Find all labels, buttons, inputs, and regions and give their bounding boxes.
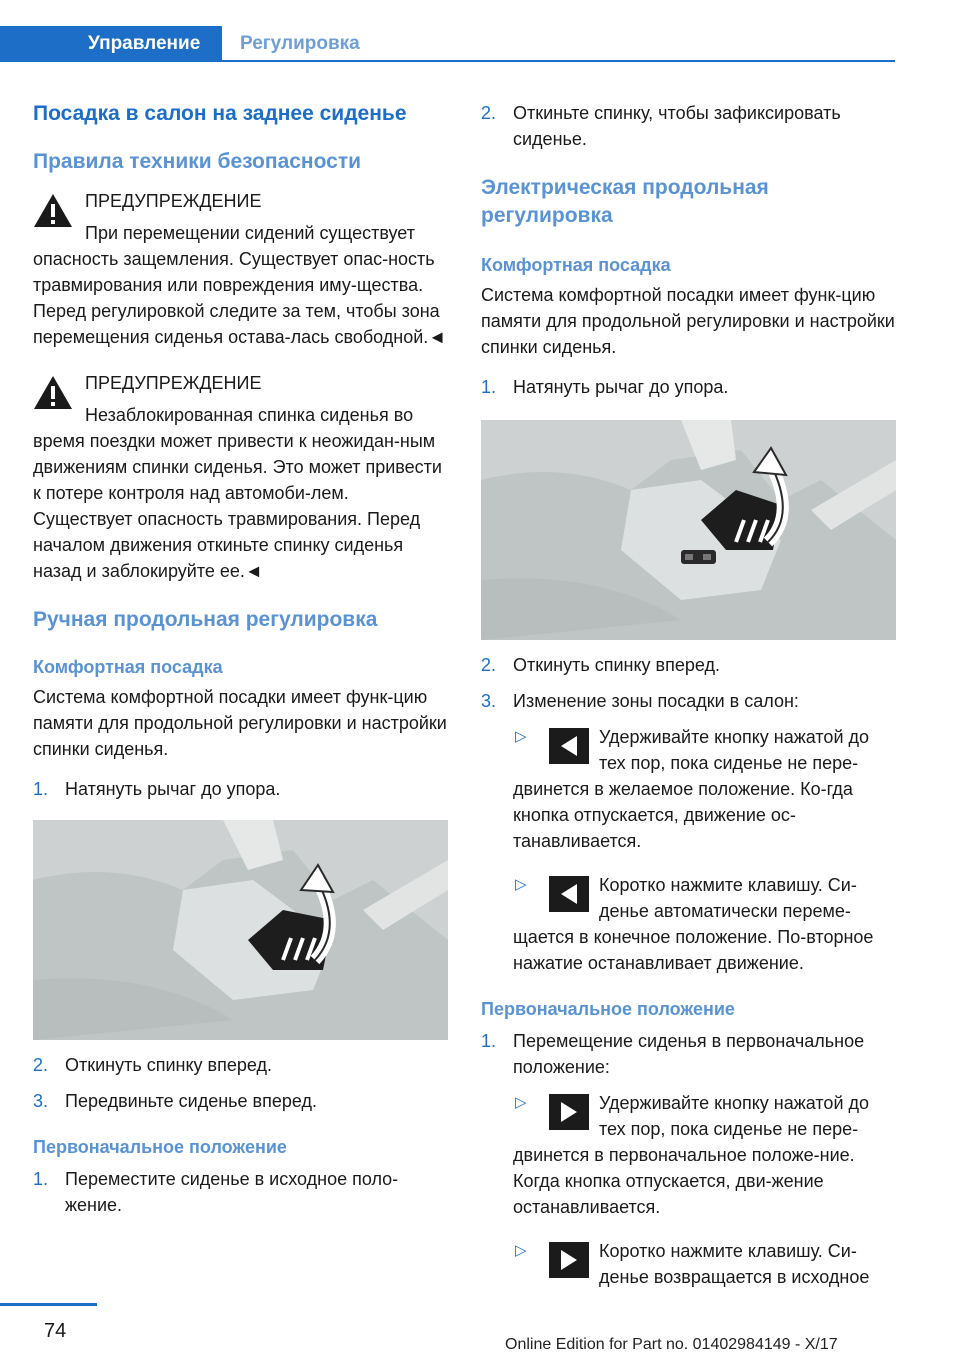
comfort-heading: Комфортная посадка xyxy=(33,657,223,677)
step-text: Изменение зоны посадки в салон: xyxy=(513,691,799,711)
step-text: Натянуть рычаг до упора. xyxy=(65,779,281,799)
sub-step-item xyxy=(481,724,896,854)
header-tabs xyxy=(0,26,895,62)
footer-divider xyxy=(0,1303,97,1306)
step-number: 1. xyxy=(481,1031,497,1051)
sub-step-item xyxy=(481,1090,896,1220)
step-number: 1. xyxy=(33,1169,49,1189)
warning-heading: ПРЕДУПРЕЖДЕНИЕ xyxy=(85,191,262,211)
step-number: 2. xyxy=(481,655,497,675)
seat-illustration xyxy=(33,820,448,1040)
step-item xyxy=(481,1028,896,1080)
left-column xyxy=(33,100,448,1218)
step-item xyxy=(481,688,896,714)
step-text: Переместите сиденье в исходное поло-жение. xyxy=(65,1169,399,1215)
button-right-icon xyxy=(549,1094,589,1130)
step-item xyxy=(481,652,896,678)
sub-step-text-first: Удерживайте кнопку нажатой до тех пор, пока сиденье не пере- xyxy=(599,727,870,773)
seat-lever-photo xyxy=(33,820,448,1040)
bullet-triangle-icon: ▷ xyxy=(515,1242,527,1259)
step-text: Перемещение сиденья в первоначальное положение: xyxy=(513,1031,865,1077)
step-text: Откиньте спинку, чтобы зафиксировать сиденье. xyxy=(513,103,841,149)
step-item xyxy=(481,374,896,400)
sub-step-text-first: Удерживайте кнопку нажатой до тех пор, пока сиденье не пере- xyxy=(599,1093,870,1139)
step-number: 1. xyxy=(33,779,49,799)
sub-step-text-first: Коротко нажмите клавишу. Си-деньe возвращается в исходное xyxy=(599,1241,870,1287)
comfort-text: Система комфортной посадки имеет функ-цию памяти для продольной регулировки и настройки спинки сиденья. xyxy=(481,285,895,357)
seat-illustration xyxy=(481,420,896,640)
warning-text: опасность защемления. Существует опас-ность травмирования или повреждения иму-щества. Перед регулировкой следите за тем, чтобы зона перемещения сиденья остава-лась свободной.◄ xyxy=(33,249,447,347)
comfort-text: Система комфортной посадки имеет функ-цию памяти для продольной регулировки и настройки спинки сиденья. xyxy=(33,687,447,759)
sub-step-text: двинется в желаемое положение. Ко-гда кнопка отпускается, движение ос-танавливается. xyxy=(513,779,853,851)
step-text: Передвиньте сиденье вперед. xyxy=(65,1091,318,1111)
page-number: 74 xyxy=(44,1320,67,1342)
manual-adjust-heading: Ручная продольная регулировка xyxy=(33,608,378,631)
warning-block-1 xyxy=(33,188,448,350)
step-number: 3. xyxy=(33,1091,49,1111)
step-item xyxy=(33,1088,448,1114)
bullet-triangle-icon: ▷ xyxy=(515,728,527,745)
step-number: 1. xyxy=(481,377,497,397)
button-left-icon xyxy=(549,876,589,912)
step-text: Откинуть спинку вперед. xyxy=(65,1055,273,1075)
step-text: Натянуть рычаг до упора. xyxy=(513,377,729,397)
section-title: Посадка в салон на заднее сиденье xyxy=(33,102,407,125)
step-item xyxy=(481,100,896,152)
step-text: Откинуть спинку вперед. xyxy=(513,655,721,675)
step-number: 2. xyxy=(481,103,497,123)
step-item xyxy=(33,1166,448,1218)
warning-text-first-line: При перемещении сидений существует xyxy=(85,223,415,243)
warning-text: время поездки может привести к неожидан-ным движениям спинки сиденья. Это может привести к потере контроля над автомоби-лем. Существует опасность травмирования. Перед началом движения откиньте спинку сиденья назад и заблокируйте ее.◄ xyxy=(33,431,442,581)
bullet-triangle-icon: ▷ xyxy=(515,1094,527,1111)
warning-text-first-line: Незаблокированная спинка сиденья во xyxy=(85,405,414,425)
sub-step-text: щается в конечное положение. По-вторное нажатие останавливает движение. xyxy=(513,927,874,973)
step-item xyxy=(33,1052,448,1078)
warning-heading: ПРЕДУПРЕЖДЕНИЕ xyxy=(85,373,262,393)
tab-control[interactable]: Управление xyxy=(0,26,222,62)
comfort-heading: Комфортная посадка xyxy=(481,255,671,275)
warning-triangle-icon xyxy=(33,374,73,410)
sub-step-item xyxy=(481,872,896,976)
step-number: 3. xyxy=(481,691,497,711)
header-divider xyxy=(222,60,895,62)
seat-lever-photo xyxy=(481,420,896,640)
warning-triangle-icon xyxy=(33,192,73,228)
initial-position-heading: Первоначальное положение xyxy=(481,999,735,1019)
edition-label: Online Edition for Part no. 01402984149 - X/17 xyxy=(505,1336,838,1353)
initial-position-heading: Первоначальное положение xyxy=(33,1137,287,1157)
tab-adjustment[interactable]: Регулировка xyxy=(240,33,360,54)
sub-step-item xyxy=(481,1238,896,1290)
button-right-icon xyxy=(549,1242,589,1278)
safety-heading: Правила техники безопасности xyxy=(33,150,362,173)
right-column xyxy=(481,100,896,1290)
bullet-triangle-icon: ▷ xyxy=(515,876,527,893)
button-left-icon xyxy=(549,728,589,764)
electric-adjust-heading: Электрическая продольная регулировка xyxy=(481,176,769,227)
step-number: 2. xyxy=(33,1055,49,1075)
warning-block-2 xyxy=(33,370,448,584)
sub-step-text: двинется в первоначальное положе-ние. Когда кнопка отпускается, дви-жение останавливается. xyxy=(513,1145,855,1217)
sub-step-text-first: Коротко нажмите клавишу. Си-деньe автоматически переме- xyxy=(599,875,857,921)
step-item xyxy=(33,776,448,802)
